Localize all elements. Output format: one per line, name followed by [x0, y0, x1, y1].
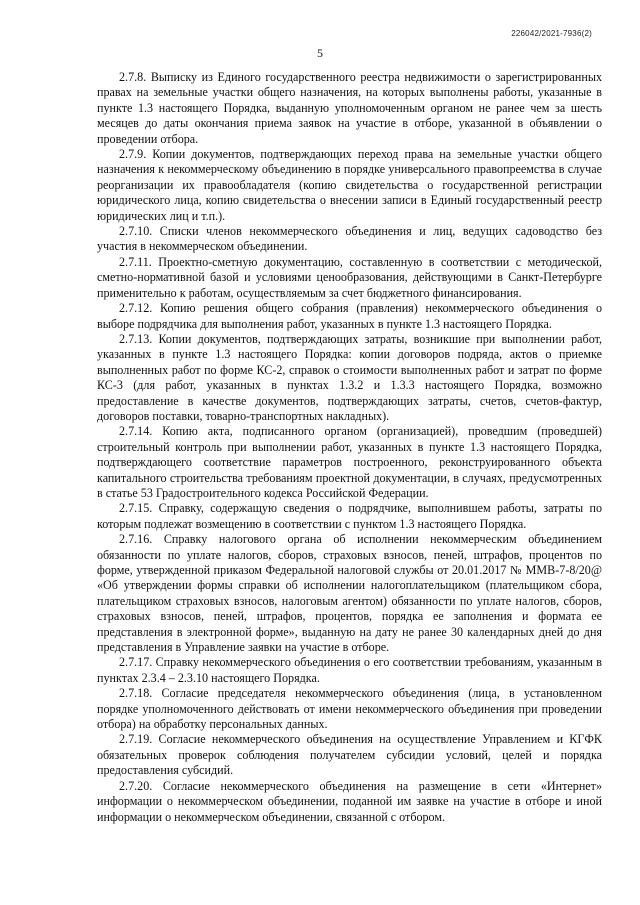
paragraph-2-7-13: 2.7.13. Копии документов, подтверждающих затраты, возникшие при выполнении работ, указанных в пункте 1.3 настоящего Порядка: копии договоров подряда, актов о приемке выполненных работ по форме КС-2, справок о стоимости выполненных работ и затрат по форме КС-3 (для работ, указанных в пунктах 1.3.2 и 1.3.3 настоящего Порядка, возможно предоставление в качестве документов, подтверждающих затраты, счетов, счетов-фактур, договоров поставки, товарно-транспортных накладных).: [97, 331, 602, 423]
paragraph-2-7-20: 2.7.20. Согласие некоммерческого объединения на размещение в сети «Интернет» информации о некоммерческом объединении, поданной им заявке на участие в отборе и иной информации о некоммерческом объединении, связанной с отбором.: [97, 778, 602, 824]
paragraph-2-7-11: 2.7.11. Проектно-сметную документацию, составленную в соответствии с методической, сметно-нормативной базой и условиями ценообразования, действующими в Санкт-Петербурге применительно к работам, осуществляемым за счет бюджетного финансирования.: [97, 254, 602, 300]
paragraph-2-7-15: 2.7.15. Справку, содержащую сведения о подрядчике, выполнившем работы, затраты по которым подлежат возмещению в соответствии с пунктом 1.3 настоящего Порядка.: [97, 501, 602, 531]
paragraph-2-7-19: 2.7.19. Согласие некоммерческого объединения на осуществление Управлением и КГФК обязательных проверок соблюдения получателем субсидии условий, целей и порядка предоставления субсидий.: [97, 732, 602, 778]
page-number: 5: [317, 46, 323, 60]
paragraph-2-7-9: 2.7.9. Копии документов, подтверждающих переход права на земельные участки общего назначения к некоммерческому объединению в порядке универсального правопреемства в случае реорганизации их правообладателя (копию свидетельства о государственной регистрации юридического лица, копию свидетельства о внесении записи в Единый государственный реестр юридических лиц и т.п.).: [97, 147, 602, 223]
paragraph-2-7-12: 2.7.12. Копию решения общего собрания (правления) некоммерческого объединения о выборе подрядчика для выполнения работ, указанных в пункте 1.3 настоящего Порядка.: [97, 301, 602, 331]
paragraph-2-7-10: 2.7.10. Списки членов некоммерческого объединения и лиц, ведущих садоводство без участия в некоммерческом объединении.: [97, 224, 602, 254]
paragraph-2-7-8: 2.7.8. Выписку из Единого государственного реестра недвижимости о зарегистрированных правах на земельные участки общего назначения, на которых выполнены работы, указанные в пункте 1.3 настоящего Порядка, выданную уполномоченным органом не ранее чем за шесть месяцев до даты окончания приема заявок на участие в отборе, указанной в объявлении о проведении отбора.: [97, 70, 602, 146]
paragraph-2-7-18: 2.7.18. Согласие председателя некоммерческого объединения (лица, в установленном порядке уполномоченного действовать от имени некоммерческого объединения при проведении отбора) на обработку персональных данных.: [97, 686, 602, 732]
paragraph-2-7-16: 2.7.16. Справку налогового органа об исполнении некоммерческим объединением обязанности по уплате налогов, сборов, страховых взносов, пеней, штрафов, процентов по форме, утвержденной приказом Федеральной налоговой службы от 20.01.2017 № ММВ-7-8/20@ «Об утверждении формы справки об исполнении налогоплательщиком (плательщиком сбора, плательщиком страховых взносов, налоговым агентом) обязанности по уплате налогов, сборов, страховых взносов, пеней, штрафов, процентов, порядка ее заполнения и формата ее представления в электронной форме», выданную на дату не ранее 30 календарных дней до дня представления в Управление заявки на участие в отборе.: [97, 532, 602, 655]
paragraph-2-7-14: 2.7.14. Копию акта, подписанного органом (организацией), проведшим (проведшей) строительный контроль при выполнении работ, указанных в пункте 1.3 настоящего Порядка, подтверждающего соответствие параметров построенного, реконструированного объекта капитального строительства требованиям проектной документации, в случаях, предусмотренных в статье 53 Градостроительного кодекса Российской Федерации.: [97, 424, 602, 500]
document-body: [97, 70, 602, 825]
document-id: 226042/2021-7936(2): [511, 29, 592, 38]
paragraph-2-7-17: 2.7.17. Справку некоммерческого объединения о его соответствии требованиям, указанным в пунктах 2.3.4 – 2.3.10 настоящего Порядка.: [97, 655, 602, 685]
